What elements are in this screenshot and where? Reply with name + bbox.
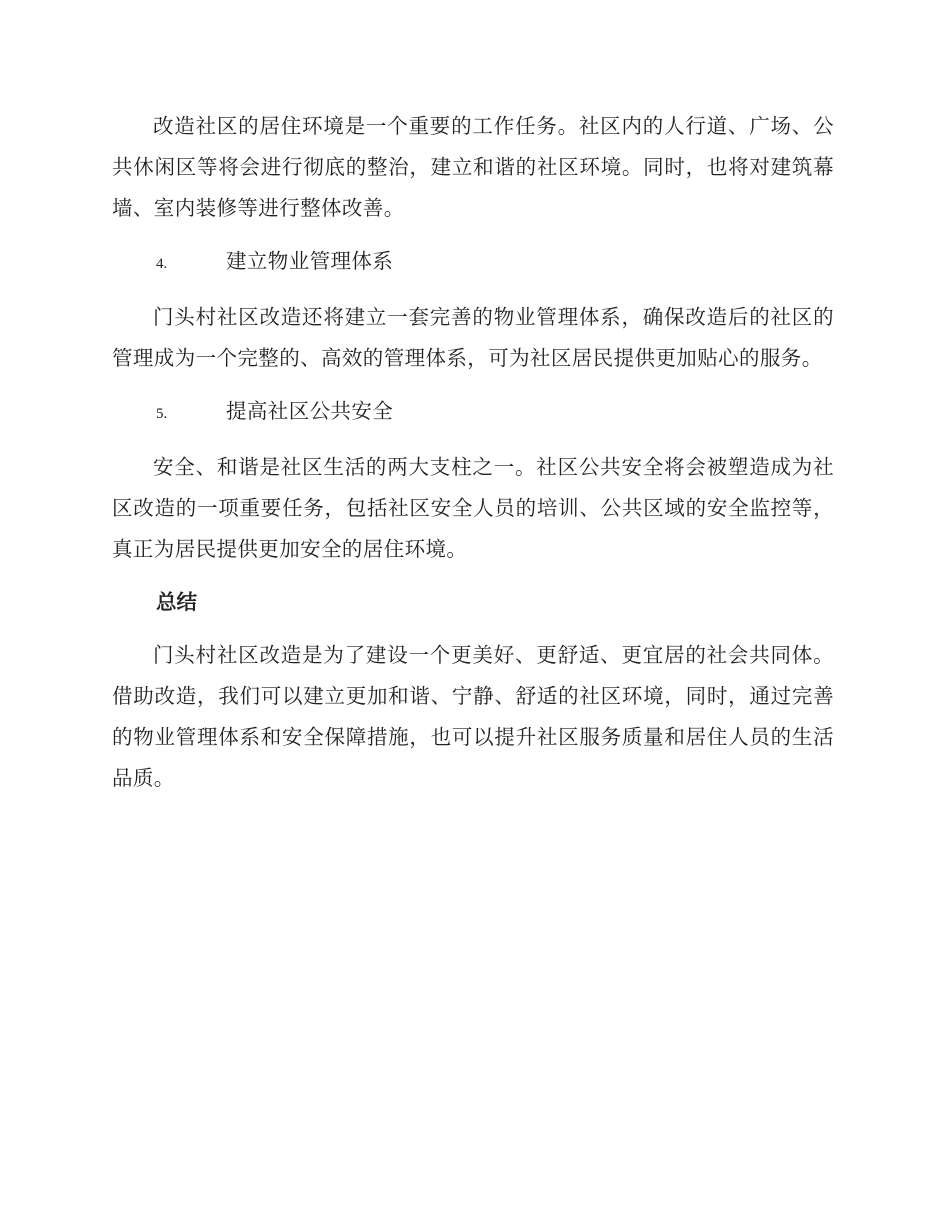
list-item-4-number: 4.	[156, 256, 168, 272]
list-item-5-title: 提高社区公共安全	[226, 399, 394, 423]
summary-heading: 总结	[156, 590, 197, 614]
list-item-4-heading	[112, 241, 834, 285]
paragraph-summary: 门头村社区改造是为了建设一个更美好、更舒适、更宜居的社会共同体。借助改造，我们可以建立更加和谐、宁静、舒适的社区环境，同时，通过完善的物业管理体系和安全保障措施，也可以提升社区服务质量和居住人员的生活品质。	[112, 643, 834, 790]
list-item-4-title: 建立物业管理体系	[226, 249, 394, 273]
paragraph-environment: 改造社区的居住环境是一个重要的工作任务。社区内的人行道、广场、公共休闲区等将会进行彻底的整治，建立和谐的社区环境。同时，也将对建筑幕墙、室内装修等进行整体改善。	[112, 114, 834, 220]
paragraph-property-management: 门头村社区改造还将建立一套完善的物业管理体系，确保改造后的社区的管理成为一个完整的、高效的管理体系，可为社区居民提供更加贴心的服务。	[112, 305, 834, 370]
paragraph-public-safety: 安全、和谐是社区生活的两大支柱之一。社区公共安全将会被塑造成为社区改造的一项重要任务，包括社区安全人员的培训、公共区域的安全监控等，真正为居民提供更加安全的居住环境。	[112, 455, 834, 561]
list-item-5-number: 5.	[156, 406, 168, 422]
document-body	[112, 106, 834, 811]
list-item-5-heading	[112, 391, 834, 435]
